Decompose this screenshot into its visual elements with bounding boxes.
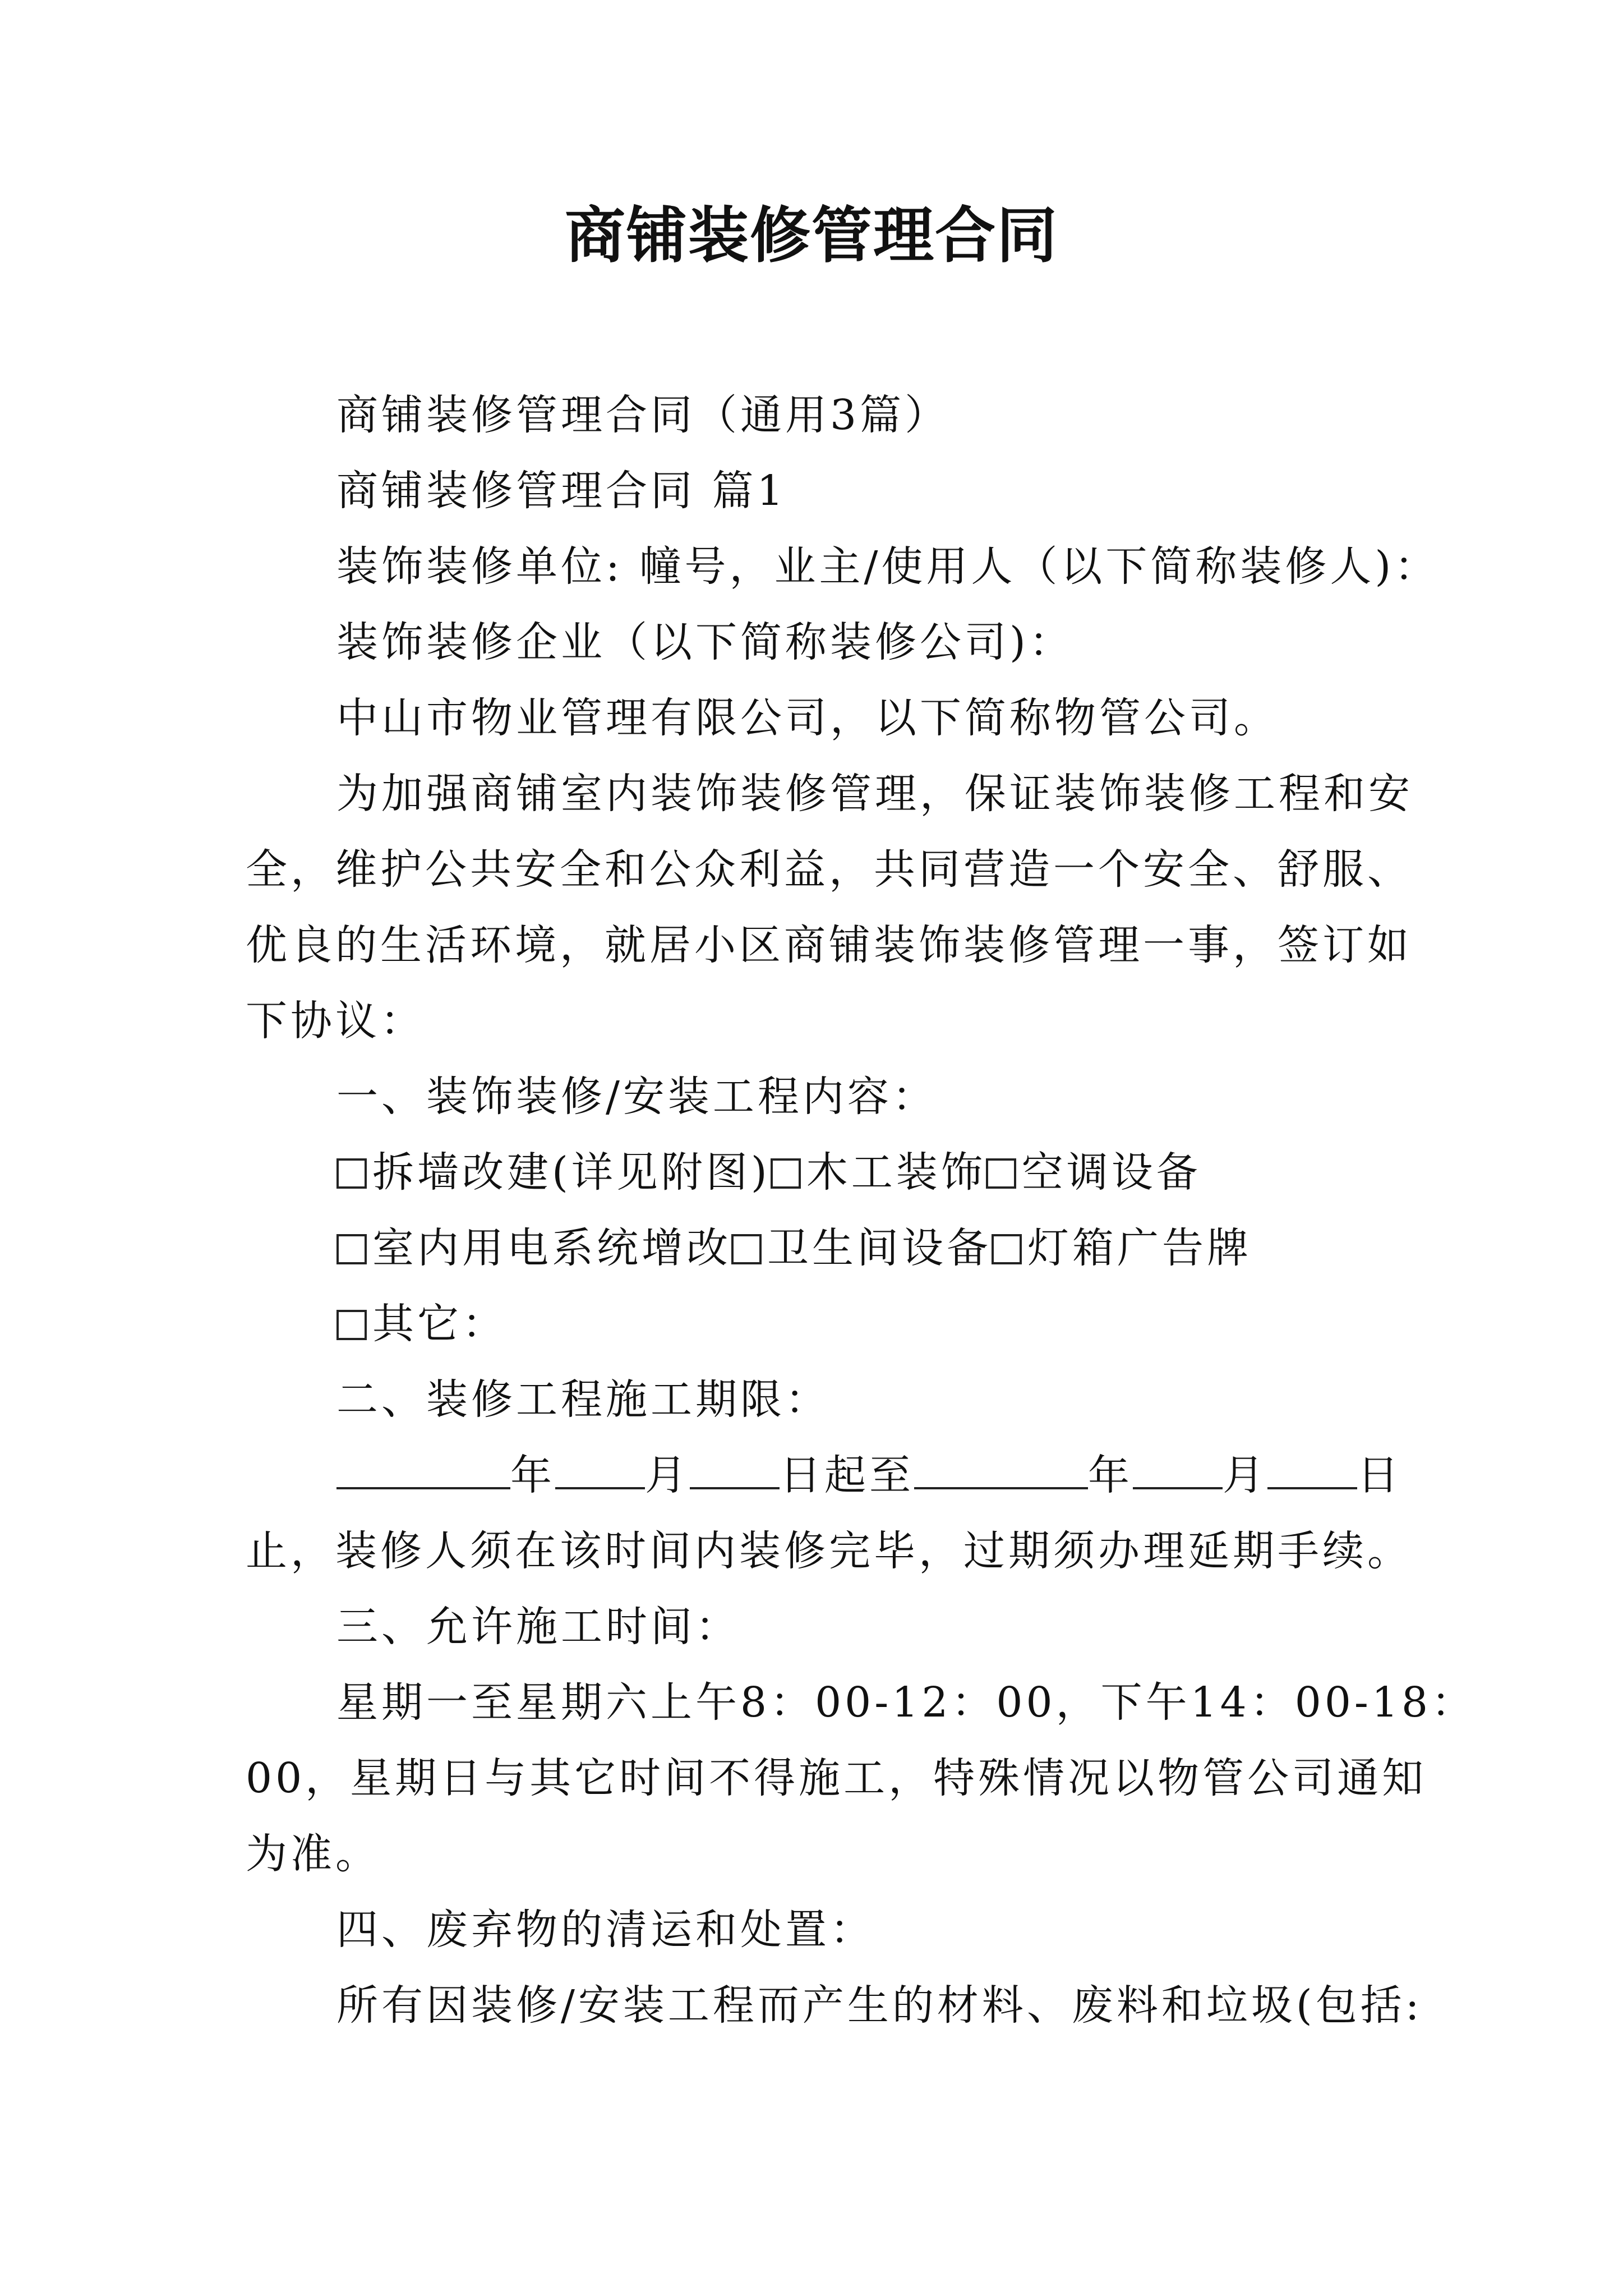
option-label: 木工装饰 [806,1148,986,1197]
option-label: 灯箱广告牌 [1027,1224,1252,1272]
start-day-blank[interactable] [690,1448,780,1489]
clause2-heading: 二、装修工程施工期限： [336,1375,830,1424]
checkbox[interactable] [731,1234,762,1264]
intro-line: 下协议： [246,997,425,1045]
day-end-label: 日 [1357,1451,1402,1499]
checkbox[interactable] [771,1158,801,1189]
intro-line: 全，维护公共安全和公众利益，共同营造一个安全、舒服、 [246,845,1412,894]
checkbox[interactable] [992,1234,1022,1264]
options-row [336,1144,1201,1200]
document-title: 商铺装修管理合同 [564,200,1058,271]
section-heading: 商铺装修管理合同 篇1 [336,467,787,515]
month-label: 月 [645,1451,690,1499]
option-label: 空调设备 [1021,1148,1201,1197]
document-subtitle: 商铺装修管理合同（通用3篇） [336,391,950,439]
intro-line: 为加强商铺室内装饰装修管理，保证装饰装修工程和安 [336,770,1413,818]
year-label: 年 [510,1451,555,1499]
clause4-heading: 四、废弃物的清运和处置： [336,1906,875,1954]
option-label: 其它： [372,1300,507,1348]
clause3-heading: 三、允许施工时间： [336,1603,740,1651]
checkbox[interactable] [336,1158,367,1189]
clause4-line: 所有因装修/安装工程而产生的材料、废料和垃圾(包括: [336,1981,1423,2030]
end-year-blank[interactable] [914,1448,1088,1489]
clause3-line: 00，星期日与其它时间不得施工，特殊情况以物管公司通知 [246,1754,1427,1802]
month-label: 月 [1223,1451,1267,1499]
checkbox[interactable] [986,1158,1016,1189]
party-property-line: 中山市物业管理有限公司，以下简称物管公司。 [336,694,1279,742]
option-label: 卫生间设备 [767,1224,992,1272]
day-from-label: 日起至 [780,1451,914,1499]
party-company-line: 装饰装修企业（以下简称装修公司)： [336,618,1074,666]
clause3-line: 为准。 [246,1830,380,1878]
clause3-line: 星期一至星期六上午8：00-12：00，下午14：00-18： [336,1678,1477,1727]
date-range-line [336,1447,1402,1503]
checkbox[interactable] [336,1310,367,1340]
clause1-heading: 一、装饰装修/安装工程内容： [336,1073,937,1121]
end-month-blank[interactable] [1133,1448,1223,1489]
options-row [336,1220,1252,1276]
checkbox[interactable] [336,1234,367,1264]
clause2-continuation: 止，装修人须在该时间内装修完毕，过期须办理延期手续。 [246,1527,1412,1575]
option-label: 拆墙改建(详见附图) [372,1148,771,1197]
option-label: 室内用电系统增改 [372,1224,731,1272]
year-label: 年 [1088,1451,1133,1499]
start-month-blank[interactable] [555,1448,645,1489]
start-year-blank[interactable] [336,1448,510,1489]
options-row [336,1296,507,1352]
party-owner-line: 装饰装修单位: 幢号，业主/使用人（以下简称装修人)： [336,542,1440,591]
end-day-blank[interactable] [1267,1448,1357,1489]
intro-line: 优良的生活环境，就居小区商铺装饰装修管理一事，签订如 [246,921,1412,969]
